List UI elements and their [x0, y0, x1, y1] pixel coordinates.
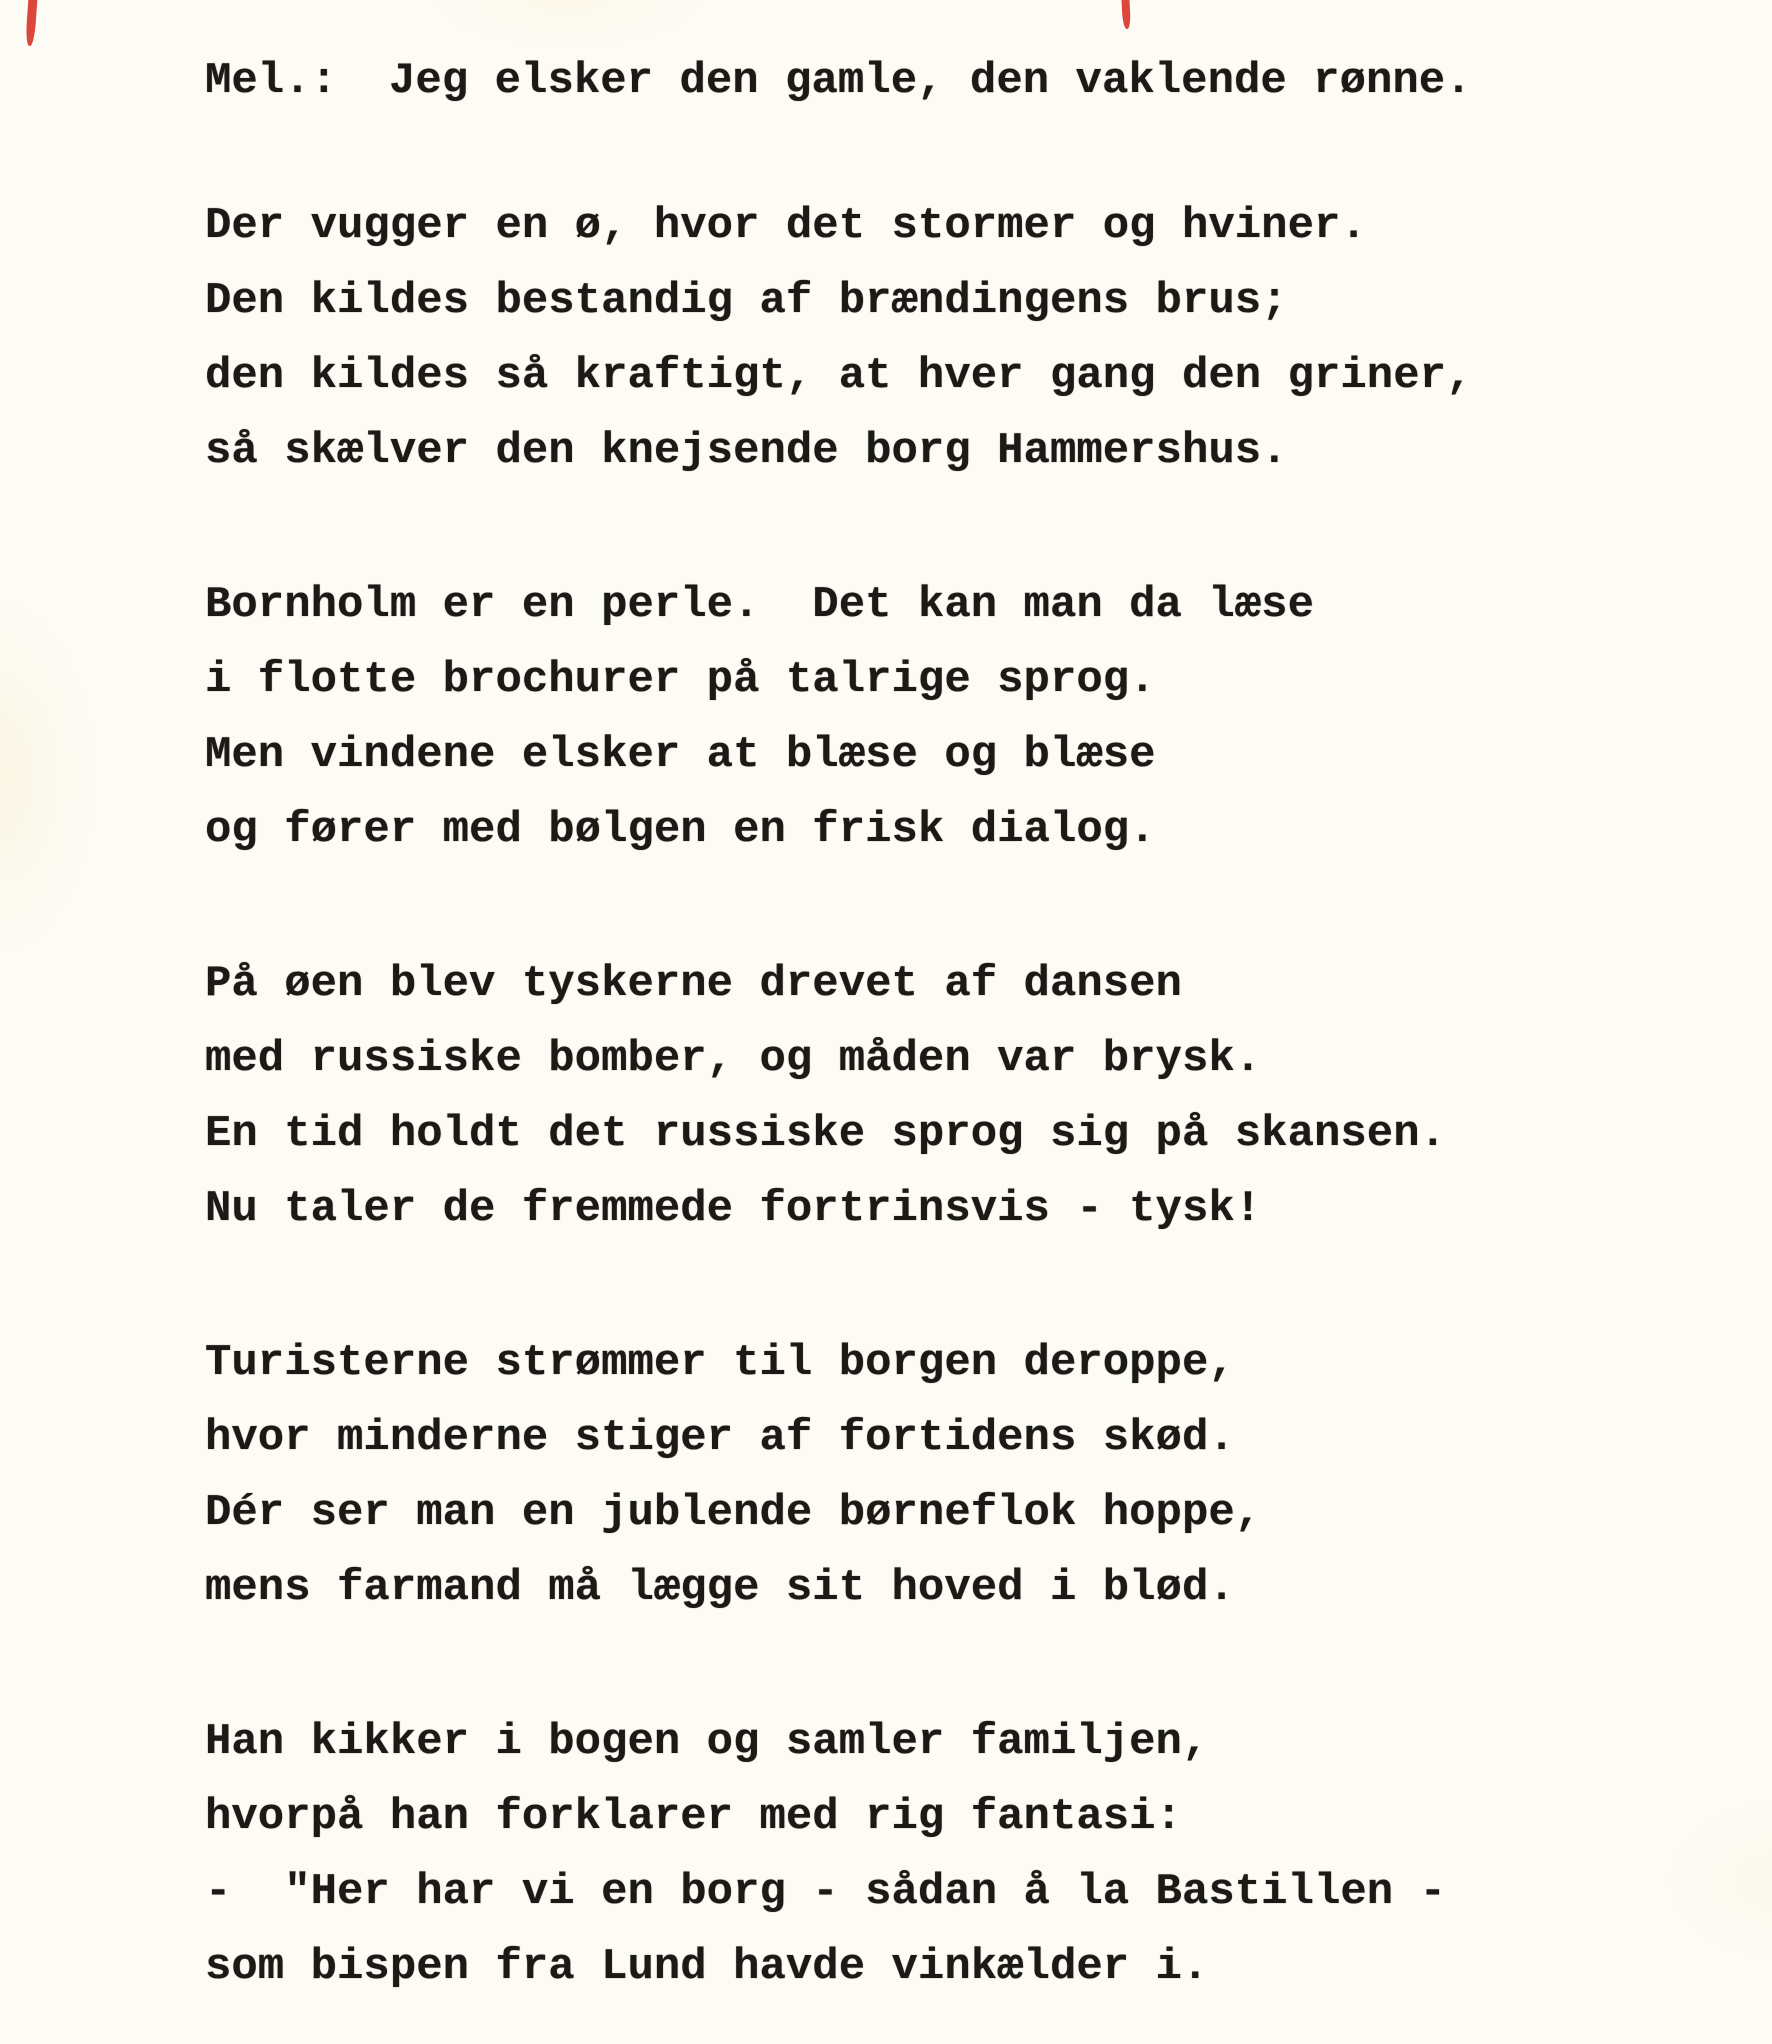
poem-line: Der vugger en ø, hvor det stormer og hviner.	[205, 201, 1367, 251]
melody-label: Mel.:	[205, 56, 338, 106]
poem-line: Men vindene elsker at blæse og blæse	[205, 730, 1156, 780]
melody-line	[205, 44, 1705, 119]
poem-line: så skælver den knejsende borg Hammershus.	[205, 426, 1288, 476]
poem-line: En tid holdt det russiske sprog sig på skansen.	[205, 1109, 1447, 1159]
poem-line: hvorpå han forklarer med rig fantasi:	[205, 1792, 1182, 1842]
poem-line: Han kikker i bogen og samler familjen,	[205, 1717, 1209, 1767]
song-lyrics	[205, 44, 1705, 2005]
poem-line: Nu taler de fremmede fortrinsvis - tysk!	[205, 1184, 1262, 1234]
poem-line: Turisterne strømmer til borgen deroppe,	[205, 1338, 1235, 1388]
poem-line: mens farmand må lægge sit hoved i blød.	[205, 1563, 1235, 1613]
poem-line: den kildes så kraftigt, at hver gang den griner,	[205, 351, 1473, 401]
poem-line: og fører med bølgen en frisk dialog.	[205, 805, 1156, 855]
stanza-5	[205, 1705, 1705, 2005]
poem-line: som bispen fra Lund havde vinkælder i.	[205, 1942, 1209, 1992]
poem-line: - "Her har vi en borg - sådan å la Bastillen -	[205, 1867, 1447, 1917]
poem-line: Den kildes bestandig af brændingens brus;	[205, 276, 1288, 326]
red-pen-mark-right	[1121, 0, 1131, 29]
poem-line: i flotte brochurer på talrige sprog.	[205, 655, 1156, 705]
poem-line: hvor minderne stiger af fortidens skød.	[205, 1413, 1235, 1463]
poem-line: med russiske bomber, og måden var brysk.	[205, 1034, 1262, 1084]
melody-title: Jeg elsker den gamle, den vaklende rønne.	[389, 56, 1472, 106]
stanza-4	[205, 1326, 1705, 1626]
poem-line: På øen blev tyskerne drevet af dansen	[205, 959, 1182, 1009]
stanza-1	[205, 189, 1705, 489]
stanza-2	[205, 568, 1705, 868]
red-pen-mark-left	[25, 0, 38, 46]
stanza-3	[205, 947, 1705, 1247]
poem-line: Dér ser man en jublende børneflok hoppe,	[205, 1488, 1262, 1538]
poem-line: Bornholm er en perle. Det kan man da læse	[205, 580, 1314, 630]
